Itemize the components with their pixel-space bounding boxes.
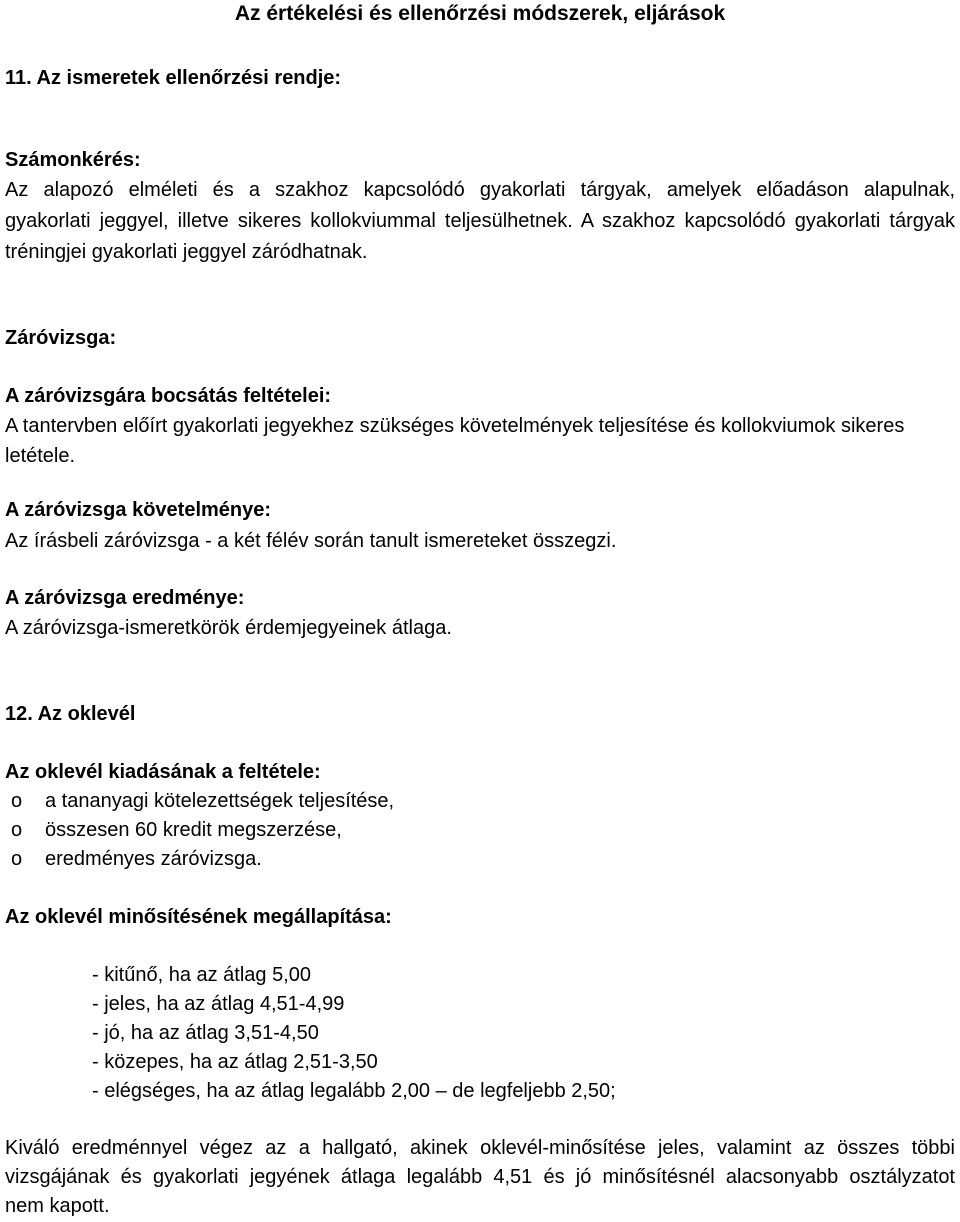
page-title: Az értékelési és ellenőrzési módszerek, eljárások [234,2,726,25]
paragraph-line: letétele. [5,445,76,467]
issue-conditions-heading: Az oklevél kiadásának a feltétele: [5,761,321,783]
list-item-text: összesen 60 kredit megszerzése, [45,819,342,841]
list-item [5,787,955,816]
zarovizsga-heading: Záróvizsga: [5,327,117,349]
list-item [5,845,955,874]
issue-conditions-list [5,787,955,874]
paragraph-line: A tantervben előírt gyakorlati jegyekhez szükséges követelmények teljesítése és kollokviumok sikeres [5,415,905,437]
grading-heading: Az oklevél minősítésének megállapítása: [5,906,392,928]
paragraph-line: tréningjei gyakorlati jeggyel záródhatnak. [5,241,368,263]
grade-item: - jó, ha az átlag 3,51-4,50 [92,1022,319,1044]
requirement-text: Az írásbeli záróvizsga - a két félév során tanult ismereteket összegzi. [5,530,617,552]
bullet-marker: o [11,819,23,841]
conditions-paragraph [5,411,955,471]
grade-item: - kitűnő, ha az átlag 5,00 [92,964,312,986]
szamonkeres-heading: Számonkérés: [5,149,141,171]
list-item-text: a tananyagi kötelezettségek teljesítése, [45,790,395,812]
requirement-heading: A záróvizsga követelménye: [5,499,272,521]
paragraph-line: Az alapozó elméleti és a szakhoz kapcsolódó gyakorlati tárgyak, amelyek előadáson alapulnak, [5,179,955,201]
section-11-heading: 11. Az ismeretek ellenőrzési rendje: [5,67,342,89]
list-item-text: eredményes záróvizsga. [45,848,262,870]
honors-paragraph [5,1134,955,1221]
result-text: A záróvizsga-ismeretkörök érdemjegyeinek átlaga. [5,617,452,639]
conditions-heading: A záróvizsgára bocsátás feltételei: [5,385,332,407]
szamonkeres-paragraph [5,175,955,268]
paragraph-line: nem kapott. [5,1195,110,1217]
grade-item: - jeles, ha az átlag 4,51-4,99 [92,993,345,1015]
paragraph-line: gyakorlati jeggyel, illetve sikeres kollokviummal teljesülhetnek. A szakhoz kapcsolódó gyakorlati tárgyak [5,210,955,232]
result-heading: A záróvizsga eredménye: [5,587,245,609]
paragraph-line: vizsgájának és gyakorlati jegyének átlaga legalább 4,51 és jó minősítésnél alacsonyabb osztályzatot [5,1166,955,1188]
bullet-marker: o [11,848,23,870]
list-item [5,816,955,845]
grade-item: - közepes, ha az átlag 2,51-3,50 [92,1051,378,1073]
bullet-marker: o [11,790,23,812]
grade-item: - elégséges, ha az átlag legalább 2,00 – de legfeljebb 2,50; [92,1080,616,1102]
grading-list [5,961,955,1106]
section-12-heading: 12. Az oklevél [5,703,136,725]
paragraph-line: Kiváló eredménnyel végez az a hallgató, akinek oklevél-minősítése jeles, valamint az összes többi [5,1137,955,1159]
